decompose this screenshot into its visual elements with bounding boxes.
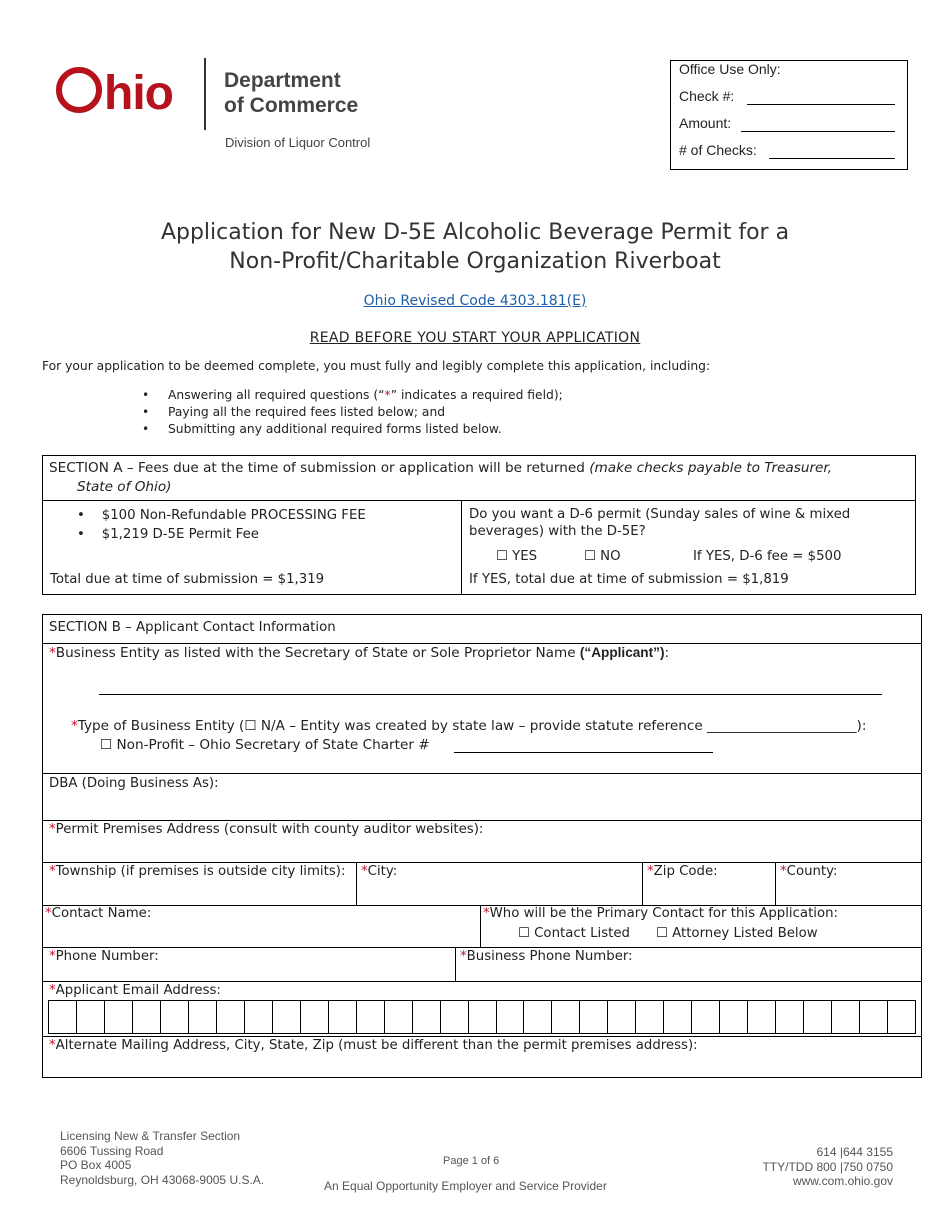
list-item: • Submitting any additional required forms listed below. [142,421,563,438]
business-entity-field[interactable] [99,694,882,695]
dba-row[interactable]: DBA (Doing Business As): [42,773,922,821]
charter-number-field[interactable] [454,752,713,753]
business-entity-block: *Business Entity as listed with the Secretary of State or Sole Proprietor Name (“Applicant”): *Type of Business Entity (☐ N/A – Entity was created by state law – provide statute reference ______________________): ☐ Non-Profit – Ohio Secretary of State Charter # [42,643,922,774]
contact-name-field[interactable]: *Contact Name: [42,905,481,948]
d6-yes-checkbox[interactable]: ☐ YES [496,549,538,564]
email-row: *Applicant Email Address: [42,981,922,1037]
county-field[interactable]: *County: [775,862,922,906]
eeo-statement: An Equal Opportunity Employer and Service Provider [324,1179,607,1193]
dept-line-1: Department [224,69,341,92]
ohio-logo: hio [56,66,173,122]
township-field[interactable]: *Township (if premises is outside city limits): [42,862,357,906]
website-link[interactable]: www.com.ohio.gov [792,1174,893,1188]
fee-item: • $100 Non-Refundable PROCESSING FEE [77,508,366,523]
list-item: • Paying all the required fees listed below; and [142,404,563,421]
requirements-list [142,387,563,438]
d6-fee: If YES, D-6 fee = $500 [693,549,842,564]
attorney-listed-checkbox[interactable]: ☐ Attorney Listed Below [656,926,818,941]
num-checks-field[interactable] [769,158,895,159]
logo-divider [204,58,206,130]
phone-field[interactable]: *Phone Number: [42,947,456,982]
business-phone-field[interactable]: *Business Phone Number: [455,947,922,982]
footer-contact: 614 |644 3155 TTY/TDD 800 |750 0750 www.com.ohio.gov [762,1145,893,1188]
revised-code-link[interactable]: Ohio Revised Code 4303.181(E) [363,293,587,309]
email-character-grid[interactable] [48,1000,916,1034]
dept-line-2: of Commerce [224,94,359,117]
logo-o-icon [56,67,102,113]
zip-field[interactable]: *Zip Code: [642,862,776,906]
fee-item: • $1,219 D-5E Permit Fee [77,527,259,542]
alt-address-field[interactable]: *Alternate Mailing Address, City, State, Zip (must be different than the permit premises address): [42,1036,922,1078]
read-before-heading: READ BEFORE YOU START YOUR APPLICATION [309,330,641,346]
num-checks-label: # of Checks: [679,142,757,158]
premises-row[interactable]: *Permit Premises Address (consult with county auditor websites): [42,820,922,863]
nonprofit-checkbox[interactable]: ☐ Non-Profit – Ohio Secretary of State Charter # [100,737,430,753]
amount-label: Amount: [679,115,732,131]
d6-total: If YES, total due at time of submission = $1,819 [469,572,789,587]
footer-address: Licensing New & Transfer Section 6606 Tussing Road PO Box 4005 Reynoldsburg, OH 43068-9005 U.S.A. [60,1129,265,1187]
contact-listed-checkbox[interactable]: ☐ Contact Listed [518,926,630,941]
office-use-box [670,60,908,170]
city-field[interactable]: *City: [356,862,643,906]
d6-no-checkbox[interactable]: ☐ NO [584,549,621,564]
section-b-header: SECTION B – Applicant Contact Information [42,614,922,644]
section-a-d6: Do you want a D-6 permit (Sunday sales of wine & mixed beverages) with the D-5E? ☐ YES ☐ NO If YES, D-6 fee = $500 If YES, total due at time of submission = $1,819 [461,500,916,595]
department-name [224,68,358,118]
amount-field[interactable] [741,131,895,132]
primary-contact-block: *Who will be the Primary Contact for this Application: ☐ Contact Listed ☐ Attorney Listed Below [480,905,922,948]
page-number: Page 1 of 6 [443,1155,500,1167]
section-a-header: SECTION A – Fees due at the time of submission or application will be returned (make checks payable to Treasurer, State of Ohio) [42,455,916,501]
check-no-field[interactable] [747,104,895,105]
section-a-fees [42,500,462,595]
list-item: • Answering all required questions (“*” indicates a required field); [142,387,563,404]
intro-text: For your application to be deemed complete, you must fully and legibly complete this application, including: [42,359,711,373]
check-no-label: Check #: [679,88,735,104]
office-use-title: Office Use Only: [679,61,781,77]
division-name: Division of Liquor Control [225,135,371,150]
page-title: Application for New D-5E Alcoholic Beverage Permit for a Non-Profit/Charitable Organization Riverboat [160,220,790,274]
total-due: Total due at time of submission = $1,319 [50,572,325,587]
